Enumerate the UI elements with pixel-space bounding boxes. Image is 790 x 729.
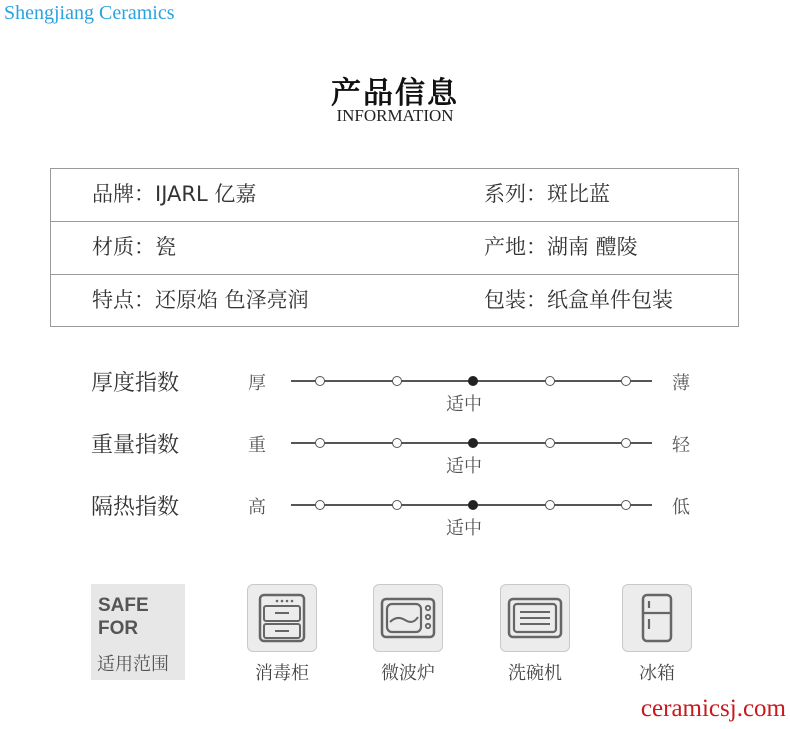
index-dot: [621, 438, 631, 448]
disinfection-cabinet-icon: [247, 584, 317, 652]
index-high-label: 薄: [672, 373, 690, 394]
safe-for-line1: SAFE: [98, 595, 149, 616]
index-low-label: 高: [248, 497, 266, 518]
info-row: [51, 275, 738, 328]
index-middle-label: 适中: [446, 394, 482, 415]
index-dot: [545, 438, 555, 448]
index-low-label: 厚: [248, 373, 266, 394]
watermark-bottom: ceramicsj.com: [640, 695, 786, 722]
index-dot: [392, 376, 402, 386]
index-high-label: 轻: [672, 435, 690, 456]
info-series: 系列：斑比蓝: [484, 182, 610, 206]
info-row: [51, 222, 738, 275]
safe-for-box: [91, 584, 185, 680]
info-origin: 产地：湖南 醴陵: [484, 235, 638, 259]
index-dot: [392, 438, 402, 448]
watermark-top: Shengjiang Ceramics: [4, 2, 175, 24]
index-label: 隔热指数: [91, 495, 180, 520]
safe-item-disinfection-cabinet: [247, 584, 317, 684]
index-dot: [621, 376, 631, 386]
index-high-label: 低: [672, 497, 690, 518]
info-row: [51, 169, 738, 222]
index-selected-dot: [468, 500, 478, 510]
index-label: 厚度指数: [91, 371, 180, 396]
insulation-index: [0, 490, 790, 550]
page-subtitle: INFORMATION: [336, 106, 454, 125]
info-material: 材质：瓷: [92, 235, 176, 259]
safe-item-label: 消毒柜: [255, 663, 309, 684]
weight-index: [0, 428, 790, 488]
refrigerator-icon: [622, 584, 692, 652]
index-dot: [315, 376, 325, 386]
index-selected-dot: [468, 438, 478, 448]
index-dot: [621, 500, 631, 510]
microwave-icon: [373, 584, 443, 652]
index-selected-dot: [468, 376, 478, 386]
safe-for-title-cn: 适用范围: [97, 654, 169, 675]
safe-item-dishwasher: [500, 584, 570, 684]
index-middle-label: 适中: [446, 518, 482, 539]
safe-for-line2: FOR: [98, 618, 139, 639]
safe-for-title-en: [98, 594, 178, 640]
index-dot: [315, 438, 325, 448]
info-packaging: 包装：纸盒单件包装: [484, 288, 673, 312]
index-low-label: 重: [248, 435, 266, 456]
info-brand: 品牌：IJARL 亿嘉: [92, 182, 257, 206]
safe-item-refrigerator: [622, 584, 692, 684]
index-dot: [315, 500, 325, 510]
index-label: 重量指数: [91, 433, 180, 458]
safe-item-label: 微波炉: [381, 663, 435, 684]
safe-item-microwave: [373, 584, 443, 684]
index-middle-label: 适中: [446, 456, 482, 477]
page-title: 产品信息: [331, 76, 459, 111]
info-features: 特点：还原焰 色泽亮润: [92, 288, 309, 312]
dishwasher-icon: [500, 584, 570, 652]
thickness-index: [0, 366, 790, 426]
info-table: [50, 168, 739, 327]
index-dot: [545, 500, 555, 510]
index-dot: [545, 376, 555, 386]
safe-item-label: 洗碗机: [508, 663, 562, 684]
index-dot: [392, 500, 402, 510]
safe-item-label: 冰箱: [639, 663, 675, 684]
